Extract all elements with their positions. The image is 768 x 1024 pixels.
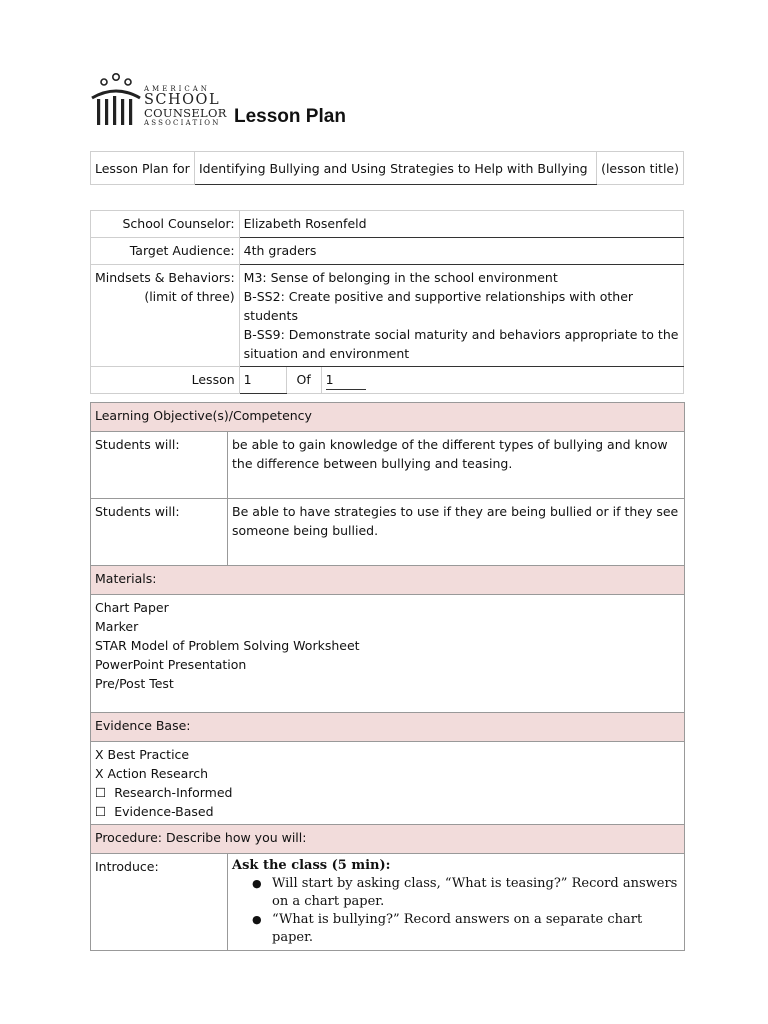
evidence-item-unchecked[interactable] <box>95 783 680 802</box>
mindset-item: B-SS9: Demonstrate social maturity and behaviors appropriate to the situation and environment <box>243 327 679 361</box>
evidence-item-checked[interactable]: X Best Practice <box>95 747 190 762</box>
material-item: Marker <box>95 619 139 634</box>
mindsets-label-cell <box>91 265 240 367</box>
introduce-bullet: ● “What is bullying?” Record answers on a separate chart paper. <box>272 911 680 947</box>
material-item: STAR Model of Problem Solving Worksheet <box>95 638 360 653</box>
logo-text-school: SCHOOL <box>144 92 221 108</box>
lesson-title-value[interactable]: Identifying Bullying and Using Strategies to Help with Bullying <box>195 152 597 185</box>
evidence-item-unchecked[interactable] <box>95 802 680 821</box>
lesson-title-suffix: (lesson title) <box>597 152 684 185</box>
introduce-bullet: ● Will start by asking class, “What is teasing?” Record answers on a chart paper. <box>272 875 680 911</box>
lesson-label: Lesson <box>91 367 240 394</box>
page-title: Lesson Plan <box>234 106 346 127</box>
objective-text[interactable]: be able to gain knowledge of the different types of bullying and know the difference between bullying and teasing. <box>228 432 685 499</box>
audience-value[interactable]: 4th graders <box>239 238 683 265</box>
objectives-heading: Learning Objective(s)/Competency <box>91 403 685 432</box>
material-item: Chart Paper <box>95 600 169 615</box>
evidence-heading: Evidence Base: <box>91 713 685 742</box>
mindsets-sublabel: (limit of three) <box>144 289 235 304</box>
materials-heading: Materials: <box>91 566 685 595</box>
lesson-number[interactable]: 1 <box>239 367 286 394</box>
asca-logo <box>90 72 230 132</box>
introduce-heading: Ask the class (5 min): <box>232 858 391 873</box>
logo-text-association: ASSOCIATION <box>144 119 221 127</box>
evidence-item-checked[interactable]: X Action Research <box>95 766 208 781</box>
audience-label: Target Audience: <box>91 238 240 265</box>
objective-text[interactable]: Be able to have strategies to use if they are being bullied or if they see someone being bullied. <box>228 499 685 566</box>
counselor-value[interactable]: Elizabeth Rosenfeld <box>239 211 683 238</box>
material-item: PowerPoint Presentation <box>95 657 247 672</box>
lesson-info-table <box>90 210 684 394</box>
mindset-item: B-SS2: Create positive and supportive relationships with other students <box>243 289 634 323</box>
lesson-total-cell <box>321 367 683 394</box>
lesson-title-table <box>90 151 684 185</box>
procedure-heading: Procedure: Describe how you will: <box>91 825 685 854</box>
of-label: Of <box>286 367 321 394</box>
materials-list[interactable] <box>91 595 685 713</box>
introduce-bullets <box>232 875 680 947</box>
lesson-total[interactable]: 1 <box>326 370 366 390</box>
evidence-list <box>91 742 685 825</box>
objective-label: Students will: <box>91 432 228 499</box>
lesson-details-table <box>90 402 685 951</box>
logo-text-counselor: COUNSELOR <box>144 106 227 120</box>
lesson-plan-for-label: Lesson Plan for <box>91 152 195 185</box>
counselor-label: School Counselor: <box>91 211 240 238</box>
evidence-item-label: Evidence-Based <box>114 804 214 819</box>
introduce-content[interactable] <box>228 854 685 951</box>
mindsets-value[interactable] <box>239 265 683 367</box>
logo-text-american: AMERICAN <box>144 85 210 93</box>
mindsets-label: Mindsets & Behaviors: <box>95 270 235 285</box>
material-item: Pre/Post Test <box>95 676 174 691</box>
objective-label: Students will: <box>91 499 228 566</box>
introduce-label: Introduce: <box>91 854 228 951</box>
asca-logo-mark <box>90 72 142 130</box>
evidence-item-label: Research-Informed <box>114 785 233 800</box>
mindset-item: M3: Sense of belonging in the school environment <box>243 270 558 285</box>
